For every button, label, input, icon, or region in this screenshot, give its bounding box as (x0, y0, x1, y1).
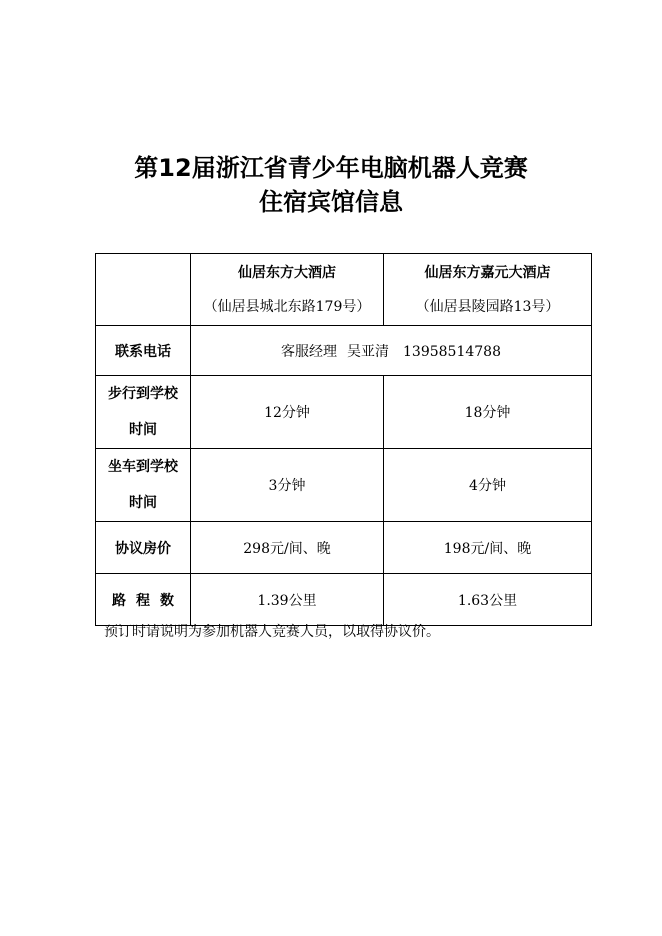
contact-name: 吴亚清 (347, 343, 389, 360)
row-label-contact: 联系电话 (96, 326, 191, 376)
table-row-price (96, 522, 592, 574)
row-label-drive-time (96, 449, 191, 522)
price-hotel-2: 198元/间、晚 (384, 522, 592, 574)
distance-hotel-2: 1.63公里 (384, 574, 592, 626)
table-row-hotel-header (96, 254, 592, 326)
document-title: 第12届浙江省青少年电脑机器人竞赛 (134, 154, 528, 182)
document-subtitle: 住宿宾馆信息 (259, 188, 403, 216)
table-row-drive-time (96, 449, 592, 522)
drive-time-hotel-1: 3分钟 (191, 449, 384, 522)
row-label-price: 协议房价 (96, 522, 191, 574)
table-row-distance (96, 574, 592, 626)
price-hotel-1: 298元/间、晚 (191, 522, 384, 574)
hotel-address-2: （仙居县陵园路13号） (415, 298, 560, 315)
hotel-name-1: 仙居东方大酒店 (238, 264, 336, 281)
contact-role: 客服经理 (281, 343, 337, 360)
drive-time-hotel-2: 4分钟 (384, 449, 592, 522)
row-label-distance-cell (96, 574, 191, 626)
row-label-drive-line1: 坐车到学校 (108, 459, 178, 475)
row-label-walk-time (96, 376, 191, 449)
hotel-name-2: 仙居东方嘉元大酒店 (424, 264, 551, 281)
walk-time-hotel-1: 12分钟 (191, 376, 384, 449)
row-label-walk-line2: 时间 (129, 422, 157, 438)
row-label-drive-line2: 时间 (129, 495, 157, 511)
row-label-walk-line1: 步行到学校 (108, 386, 178, 402)
walk-time-hotel-2: 18分钟 (384, 376, 592, 449)
hotel-info-table (95, 253, 592, 626)
contact-cell (191, 326, 592, 376)
distance-hotel-1: 1.39公里 (191, 574, 384, 626)
booking-note: 预订时请说明为参加机器人竞赛人员，以取得协议价。 (104, 624, 440, 640)
contact-phone: 13958514788 (403, 343, 501, 360)
table-row-walk-time (96, 376, 592, 449)
hotel-cell-2 (384, 254, 592, 326)
hotel-address-1: （仙居县城北东路179号） (203, 298, 371, 315)
row-label-distance: 路程数 (112, 592, 184, 609)
table-row-contact (96, 326, 592, 376)
empty-corner-cell (96, 254, 191, 326)
hotel-cell-1 (191, 254, 384, 326)
